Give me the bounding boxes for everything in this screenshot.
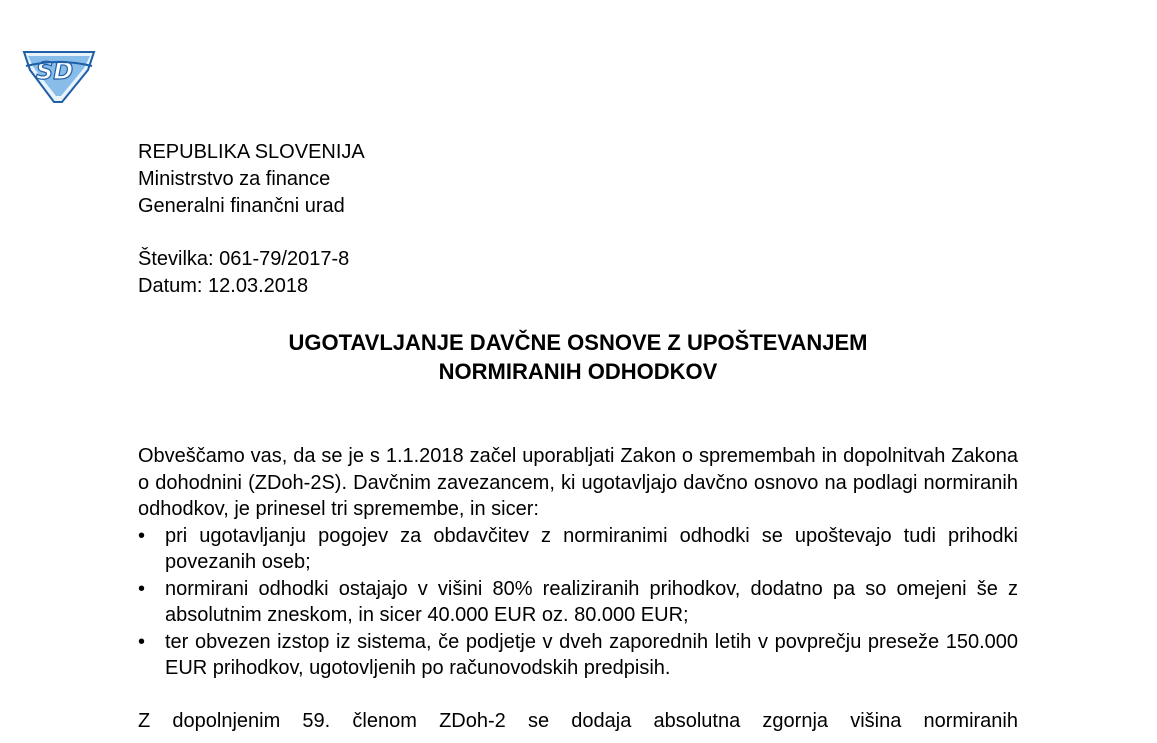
title-line-2: NORMIRANIH ODHODKOV <box>438 359 718 384</box>
document-title <box>138 328 1018 386</box>
list-item: • normirani odhodki ostajajo v višini 80% realiziranih prihodkov, dodatno pa so omejeni še z absolutnim zneskom, in sicer 40.000 EUR oz. 80.000 EUR; <box>138 576 1018 629</box>
document-body <box>138 443 1018 734</box>
logo-icon <box>20 44 98 106</box>
document-number: Številka: 061-79/2017-8 <box>138 248 350 270</box>
svg-text:SD: SD <box>36 57 74 85</box>
title-line-1: UGOTAVLJANJE DAVČNE OSNOVE Z UPOŠTEVANJEM <box>288 330 868 355</box>
intro-paragraph: Obveščamo vas, da se je s 1.1.2018 začel uporabljati Zakon o spremembah in dopolnitvah Zakona o dohodnini (ZDoh-2S). Davčnim zavezancem, ki ugotavljajo davčno osnovo na podlagi normiranih odhodkov, je prinesel tri spremembe, in sicer: <box>138 445 1018 520</box>
document-date: Datum: 12.03.2018 <box>138 275 309 297</box>
list-item: • pri ugotavljanju pogojev za obdavčitev z normiranimi odhodki se upoštevajo tudi prihodki povezanih oseb; <box>138 523 1018 576</box>
issuer-ministry: Ministrstvo za finance <box>138 168 331 190</box>
list-item: • ter obvezen izstop iz sistema, če podjetje v dveh zaporednih letih v povprečju preseže 150.000 EUR prihodkov, ugotovljenih po računovodskih predpisih. <box>138 629 1018 682</box>
changes-list <box>138 523 1018 682</box>
issuer-header <box>138 139 365 220</box>
document-refs <box>138 246 349 300</box>
issuer-office: Generalni finančni urad <box>138 195 345 217</box>
issuer-country: REPUBLIKA SLOVENIJA <box>138 141 365 163</box>
second-paragraph: Z dopolnjenim 59. členom ZDoh-2 se dodaja absolutna zgornja višina normiranih <box>138 709 1018 732</box>
